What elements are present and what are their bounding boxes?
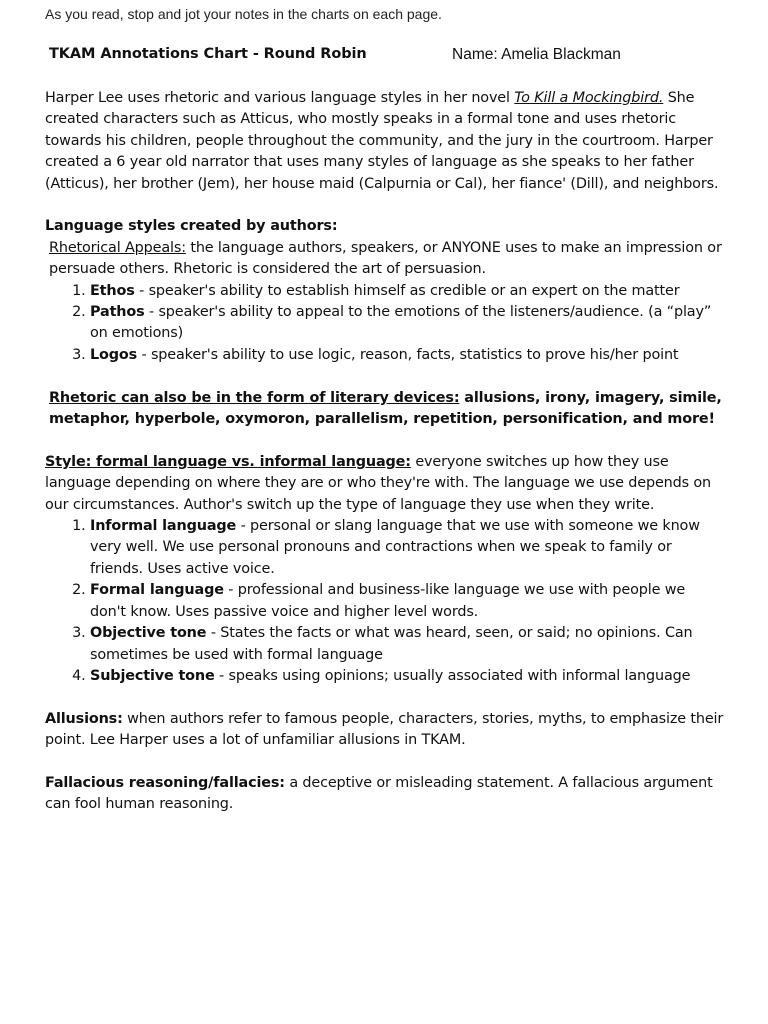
novel-title: To Kill a Mockingbird. (514, 90, 664, 106)
rhetorical-appeals-paragraph: Rhetorical Appeals: the language authors, speakers, or ANYONE uses to make an impression or persuade others. Rhetoric is considered the art of persuasion. (49, 239, 722, 278)
document-header (49, 46, 729, 66)
literary-devices-label: Rhetoric can also be in the form of literary devices: (49, 389, 460, 406)
fallacies-term: Fallacious reasoning/fallacies: (45, 774, 285, 791)
literary-devices-paragraph: Rhetoric can also be in the form of literary devices: allusions, irony, imagery, simile, metaphor, hyperbole, oxymoron, parallelism, repetition, personification, and more! (49, 389, 722, 428)
list-item: 2. Formal language - professional and business-like language we use with people we don't know. Uses passive voice and higher level words. (90, 580, 725, 623)
list-item: 1. Ethos - speaker's ability to establish himself as credible or an expert on the matter (90, 281, 725, 302)
document-body (45, 88, 725, 816)
list-item: 2. Pathos - speaker's ability to appeal to the emotions of the listeners/audience. (a “play” on emotions) (90, 302, 725, 345)
list-item: 4. Subjective tone - speaks using opinions; usually associated with informal language (90, 666, 725, 687)
list-item: 3. Logos - speaker's ability to use logic, reason, facts, statistics to prove his/her point (90, 345, 725, 366)
list-item: 3. Objective tone - States the facts or what was heard, seen, or said; no opinions. Can sometimes be used with formal language (90, 623, 725, 666)
list-item: 1. Informal language - personal or slang language that we use with someone we know very well. We use personal pronouns and contractions when we speak to family or friends. Uses active voice. (90, 516, 725, 580)
allusions-paragraph: Allusions: when authors refer to famous people, characters, stories, myths, to emphasize their point. Lee Harper uses a lot of unfamiliar allusions in TKAM. (45, 710, 724, 749)
document-title: TKAM Annotations Chart - Round Robin (49, 46, 367, 62)
style-label: Style: formal language vs. informal language: (45, 453, 411, 470)
allusions-term: Allusions: (45, 710, 123, 727)
rhetorical-appeals-list (45, 281, 725, 367)
style-paragraph: Style: formal language vs. informal language: everyone switches up how they use language depending on where they are or who they're with. The language we use depends on our circumstances. Author's switch up the type of language they use when they write. (45, 453, 712, 513)
top-instruction-note: As you read, stop and jot your notes in the charts on each page. (45, 6, 442, 22)
student-name: Name: Amelia Blackman (452, 46, 621, 63)
style-list (45, 516, 725, 687)
language-styles-heading: Language styles created by authors: (45, 218, 338, 235)
rhetorical-appeals-label: Rhetorical Appeals: (49, 239, 186, 256)
intro-paragraph: Harper Lee uses rhetoric and various language styles in her novel To Kill a Mockingbird. She created characters such as Atticus, who mostly speaks in a formal tone and uses rhetoric towards his children, people throughout the community, and the jury in the courtroom. Harper created a 6 year old narrator that uses many styles of language as she speaks to her father (Atticus), her brother (Jem), her house maid (Calpurnia or Cal), her fiance' (Dill), and neighbors. (45, 90, 719, 192)
fallacies-paragraph: Fallacious reasoning/fallacies: a deceptive or misleading statement. A fallacious argument can fool human reasoning. (45, 774, 713, 813)
